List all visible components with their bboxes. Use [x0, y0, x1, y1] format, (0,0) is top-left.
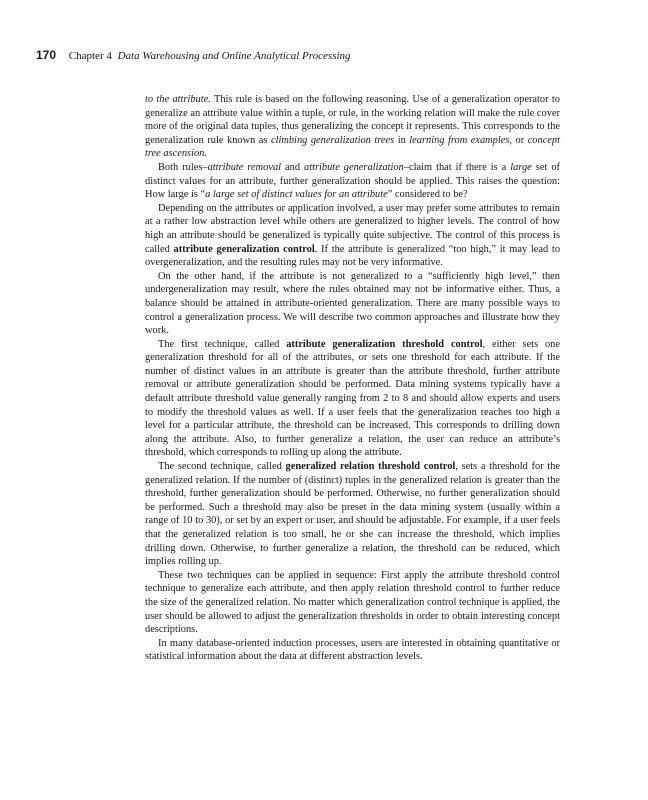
text-run: ” considered to be? — [387, 189, 468, 201]
italic-term: attribute removal — [207, 161, 282, 173]
text-run: Depending on the attributes or application involved, a user may prefer some attributes to remain at a rather low abstraction level while others are generalized to higher levels. The control of how high an attribute should be generalized is typically quite subjective. The control of this process is called — [145, 202, 560, 255]
text-run: Both rules– — [158, 161, 208, 173]
text-run: The second technique, called — [158, 461, 286, 473]
italic-term: learning from examples, — [409, 134, 513, 146]
chapter-title: Data Warehousing and Online Analytical Processing — [117, 50, 351, 62]
bold-term: attribute generalization control — [173, 243, 315, 255]
text-run: In many database-oriented induction processes, users are interested in obtaining quantitative or statistical information about the data at different abstraction levels. — [145, 637, 560, 663]
text-run: –claim that if there is a — [403, 161, 511, 173]
italic-term: concept tree ascension. — [145, 134, 560, 160]
paragraph — [145, 202, 560, 270]
text-run: These two techniques can be applied in sequence: First apply the attribute threshold control technique to generalize each attribute, and then apply relation threshold control to further reduce the size of the generalized relation. No matter which generalization control technique is applied, the user should be allowed to adjust the generalization thresholds in order to obtain interesting concept descriptions. — [145, 569, 560, 636]
italic-term: large — [510, 161, 532, 173]
paragraph — [145, 161, 560, 202]
paragraph — [145, 338, 560, 460]
italic-term: to the attribute. — [145, 94, 211, 105]
text-run: in — [394, 134, 410, 146]
page-number: 170 — [36, 48, 57, 62]
text-run: and — [281, 161, 305, 173]
paragraph — [145, 460, 560, 569]
text-run: , either sets one generalization threshold for all of the attributes, or sets one threshold for each attribute. If the number of distinct values in an attribute is greater than the attribute threshold, further attribute removal or attribute generalization should be performed. Data mining systems typically have a default attribute threshold value generally ranging from 2 to 8 and should allow experts and users to modify the threshold values as well. If a user feels that the generalization reaches too high a level for a particular attribute, the threshold can be increased. This corresponds to drilling down along the attribute. Also, to further generalize a relation, the user can reduce an attribute’s threshold, which corresponds to rolling up along the attribute. — [145, 338, 560, 459]
text-run: . If the attribute is generalized “too high,” it may lead to overgeneralization, and the resulting rules may not be very informative. — [145, 243, 561, 269]
paragraph — [145, 270, 560, 338]
italic-term: climbing generalization trees — [270, 134, 395, 146]
paragraph — [145, 637, 560, 664]
paragraph — [145, 569, 560, 637]
bold-term: generalized relation threshold control — [285, 461, 456, 473]
text-run: or — [512, 134, 528, 146]
italic-term: a large set of distinct values for an attribute — [205, 189, 388, 201]
bold-term: attribute generalization threshold control — [286, 338, 483, 350]
text-run: The first technique, called — [158, 338, 287, 350]
running-head — [36, 48, 351, 62]
body-text — [145, 93, 560, 664]
italic-term: attribute generalization — [304, 161, 404, 173]
chapter-label: Chapter 4 — [68, 50, 112, 62]
text-run: This rule is based on the following reasoning. Use of a generalization operator to generalize an attribute value within a tuple, or rule, in the working relation will make the rule cover more of the original data tuples, thus generalizing the concept it represents. This corresponds to the generalization rule known as — [145, 94, 561, 146]
paragraph — [145, 93, 560, 161]
text-run: , sets a threshold for the generalized relation. If the number of (distinct) tuples in the generalized relation is greater than the threshold, further generalization should be performed. Otherwise, no further generalization should be performed. Such a threshold may also be preset in the data mining system (usually within a range of 10 to 30), or set by an expert or user, and should be adjustable. For example, if a user feels that the generalized relation is too small, he or she can increase the threshold, which implies drilling down. Otherwise, to further generalize a relation, the threshold can be reduced, which implies rolling up. — [145, 461, 560, 568]
text-run: On the other hand, if the attribute is not generalized to a “sufficiently high level,” then undergeneralization may result, where the rules obtained may not be informative either. Thus, a balance should be attained in attribute-oriented generalization. There are many possible ways to control a generalization process. We will describe two common approaches and illustrate how they work. — [145, 270, 560, 337]
text-run: set of distinct values for an attribute, further generalization should be applied. This raises the question: How large is “ — [145, 161, 560, 201]
